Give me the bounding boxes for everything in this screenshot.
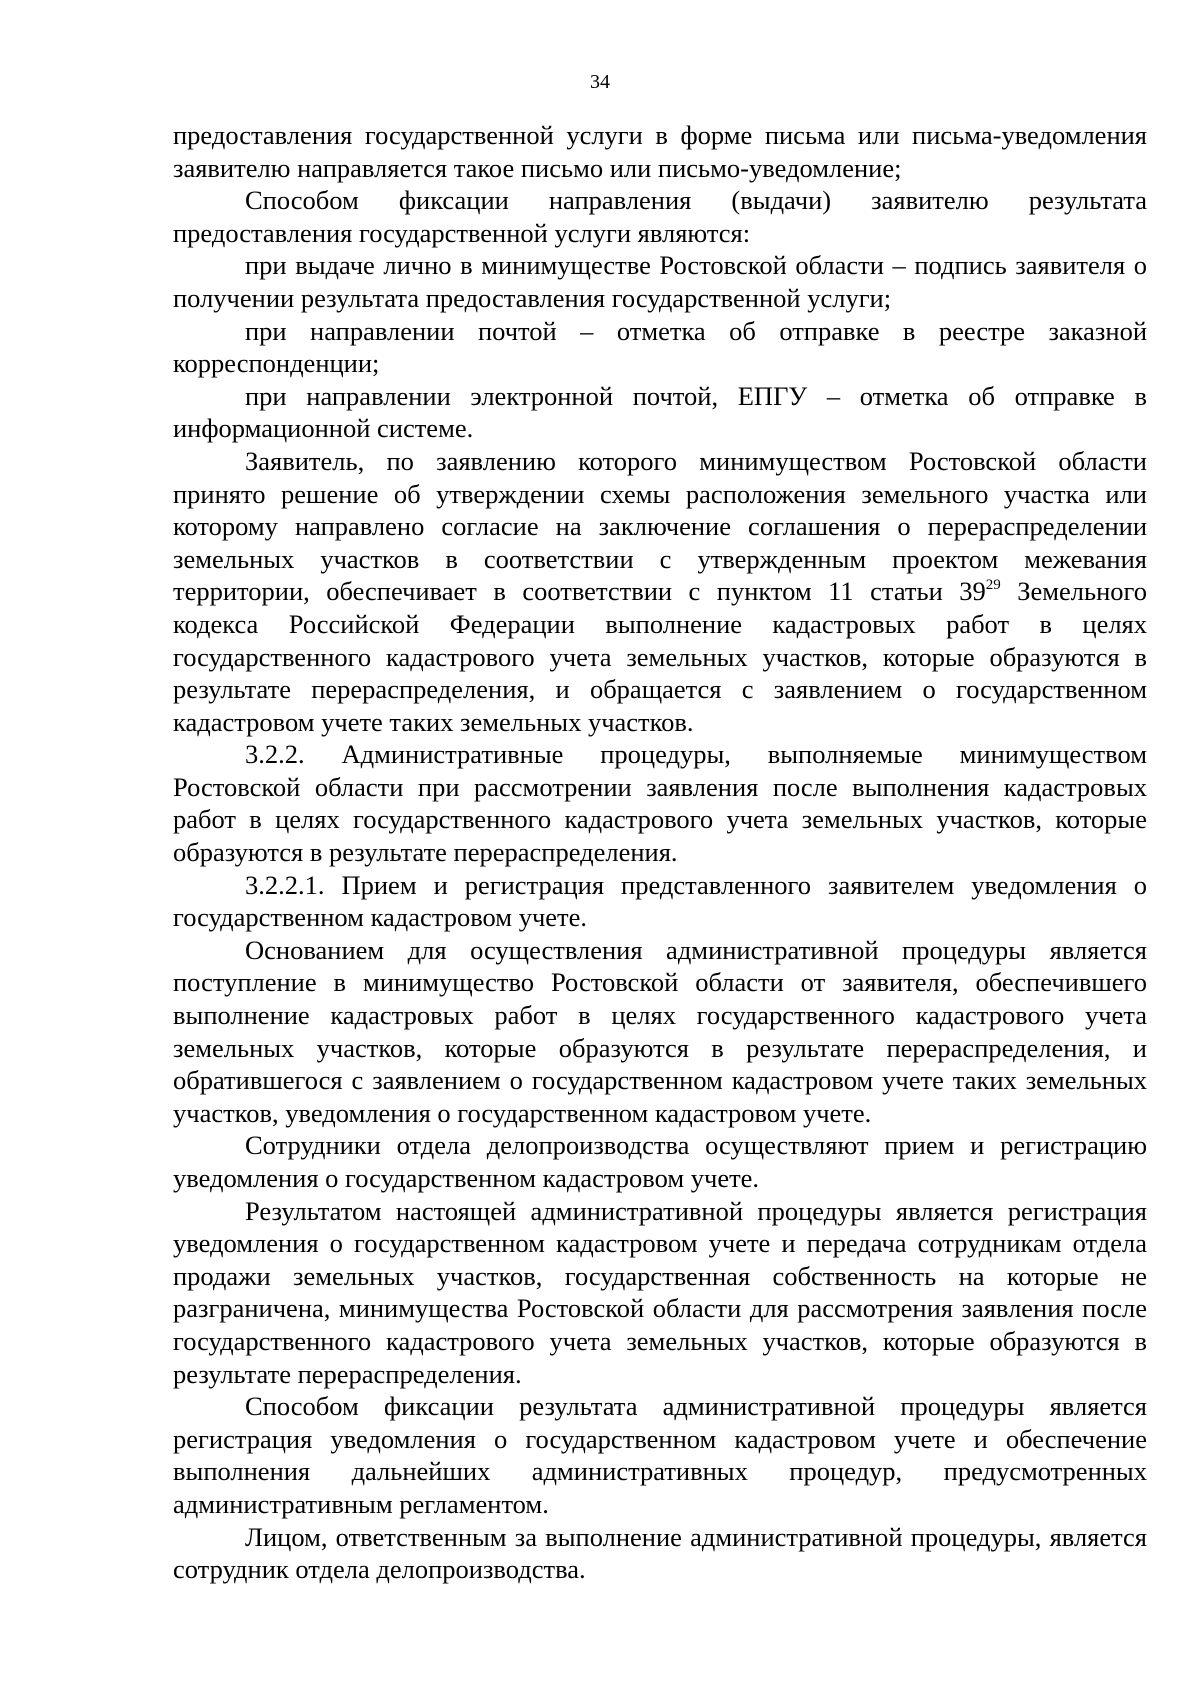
paragraph-result: Результатом настоящей административной процедуры является регистрация уведомления о государственном кадастровом учете и передача сотрудникам отдела продажи земельных участков, государственная собственность на которые не разграничена, минимущества Ростовской области для рассмотрения заявления после государственного кадастрового учета земельных участков, которые образуются в результате перераспределения.	[173, 1195, 1147, 1389]
paragraph-by-mail: при направлении почтой – отметка об отправке в реестре заказной корреспонденции;	[173, 315, 1147, 379]
section-3-2-2: 3.2.2. Административные процедуры, выполняемые минимуществом Ростовской области при рассмотрении заявления после выполнения кадастровых работ в целях государственного кадастрового учета земельных участков, которые образуются в результате перераспределения.	[173, 739, 1147, 868]
paragraph-continuation: предоставления государственной услуги в форме письма или письма-уведомления заявителю направляется такое письмо или письмо-уведомление;	[173, 120, 1147, 183]
paragraph-applicant	[173, 445, 1147, 738]
paragraph-responsible: Лицом, ответственным за выполнение административной процедуры, является сотрудник отдела делопроизводства.	[173, 1521, 1147, 1585]
paragraph-staff: Сотрудники отдела делопроизводства осуществляют прием и регистрацию уведомления о государственном кадастровом учете.	[173, 1130, 1147, 1193]
paragraph-basis: Основанием для осуществления административной процедуры является поступление в минимущество Ростовской области от заявителя, обеспечившего выполнение кадастровых работ в целях государственного кадастрового учета земельных участков, которые образуются в результате перераспределения, и обратившегося с заявлением о государственном кадастровом учете таких земельных участков, уведомления о государственном кадастровом учете.	[173, 934, 1147, 1128]
document-body	[173, 119, 1147, 1586]
paragraph-applicant-text: Заявитель, по заявлению которого минимуществом Ростовской области принято решение об утверждении схемы расположения земельного участка или которому направлено согласие на заключение соглашения о перераспределении земельных участков в соответствии с утвержденным проектом межевания территории, обеспечивает в соответствии с пунктом 11 статьи 39	[173, 445, 1147, 607]
section-3-2-2-1: 3.2.2.1. Прием и регистрация представленного заявителем уведомления о государственном кадастровом учете.	[173, 869, 1147, 933]
paragraph-applicant-text-continued: Земельного кодекса Российской Федерации выполнение кадастровых работ в целях государственного кадастрового учета земельных участков, которые образуются в результате перераспределения, и обращается с заявлением о государственном кадастровом учете таких земельных участков.	[173, 576, 1148, 737]
page-number: 34	[590, 71, 610, 93]
paragraph-in-person: при выдаче лично в минимуществе Ростовской области – подпись заявителя о получении результата предоставления государственной услуги;	[173, 250, 1147, 313]
paragraph-fixation-method: Способом фиксации направления (выдачи) заявителю результата предоставления государственной услуги являются:	[173, 185, 1147, 248]
paragraph-result-fixation: Способом фиксации результата административной процедуры является регистрация уведомления о государственном кадастровом учете и обеспечение выполнения дальнейших административных процедур, предусмотренных административным регламентом.	[173, 1391, 1147, 1519]
paragraph-by-email: при направлении электронной почтой, ЕПГУ – отметка об отправке в информационной системе.	[173, 380, 1147, 444]
article-superscript: 29	[985, 577, 1001, 594]
